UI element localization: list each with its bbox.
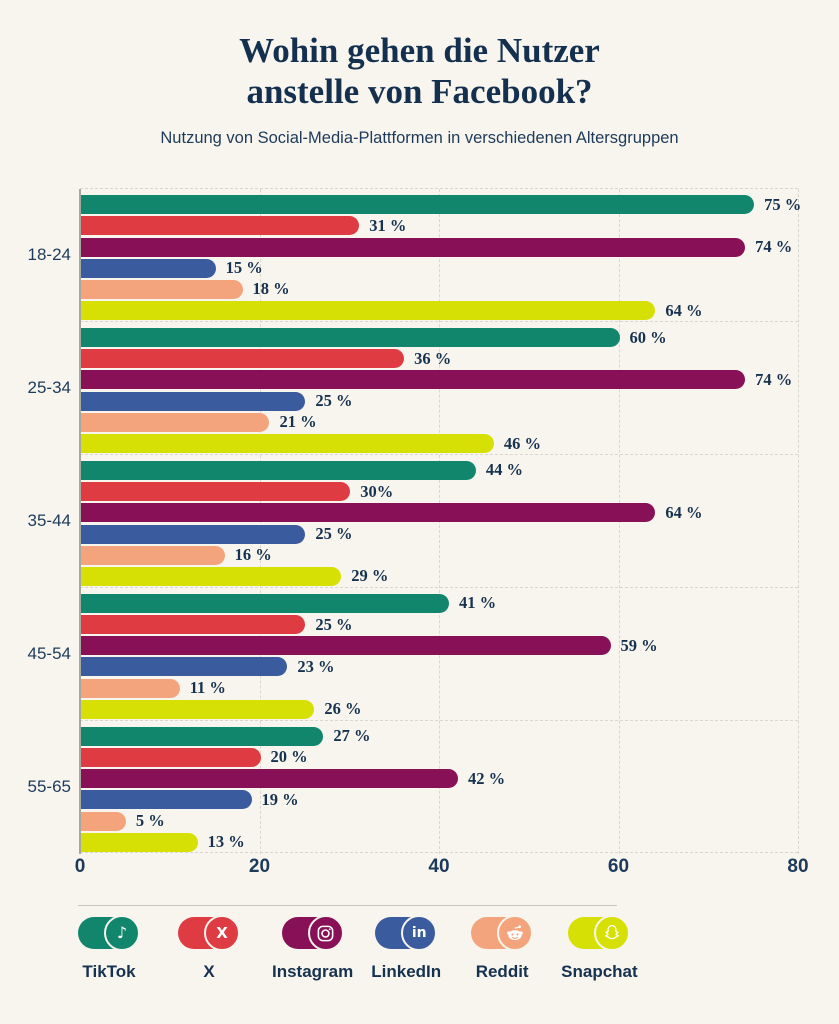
legend-item-snapchat	[561, 915, 638, 982]
bar-value-label: 15 %	[225, 258, 263, 278]
chart-subtitle: Nutzung von Social-Media-Plattformen in verschiedenen Altersgruppen	[160, 128, 679, 147]
bar-x	[81, 349, 404, 368]
reddit-icon	[471, 915, 533, 951]
bar-value-label: 25 %	[315, 614, 353, 634]
bar-reddit	[81, 679, 180, 698]
age-group-35-44	[27, 455, 798, 588]
bar-reddit	[81, 812, 126, 831]
legend-label-tiktok: TikTok	[82, 962, 136, 981]
bar-instagram	[81, 238, 745, 257]
legend-item-reddit	[471, 915, 533, 982]
bar-instagram	[81, 503, 655, 522]
bar-row-instagram-55-65	[80, 769, 798, 788]
bar-x	[81, 748, 261, 767]
bar-value-label: 75 %	[764, 194, 802, 214]
bar-reddit	[81, 413, 269, 432]
bar-row-tiktok-25-34	[80, 328, 798, 347]
legend-item-tiktok	[78, 915, 140, 982]
bar-linkedin	[81, 259, 216, 278]
category-label-25-34: 25-34	[27, 377, 71, 397]
bar-tiktok	[81, 195, 754, 214]
bar-reddit	[81, 280, 243, 299]
bar-row-x-55-65	[80, 748, 798, 767]
age-group-55-65	[27, 721, 798, 854]
bar-value-label: 21 %	[279, 412, 317, 432]
x-tick-label-40: 40	[428, 856, 450, 877]
bar-value-label: 19 %	[261, 789, 299, 809]
bar-instagram	[81, 636, 611, 655]
title-line-2: anstelle von Facebook?	[246, 72, 593, 112]
bar-row-snapchat-18-24	[80, 301, 798, 320]
age-group-25-34	[27, 322, 798, 455]
bar-value-label: 31 %	[369, 215, 407, 235]
legend-item-linkedin	[371, 915, 441, 982]
bar-value-label: 60 %	[629, 327, 667, 347]
bar-row-snapchat-45-54	[80, 700, 798, 719]
legend-label-linkedin: LinkedIn	[371, 962, 442, 981]
bar-row-instagram-45-54	[80, 636, 798, 655]
bar-snapchat	[81, 434, 494, 453]
page-title	[0, 30, 839, 113]
bar-value-label: 46 %	[503, 433, 541, 453]
bar-row-linkedin-35-44	[80, 525, 798, 544]
bar-value-label: 16 %	[234, 545, 272, 565]
bar-linkedin	[81, 392, 305, 411]
bar-value-label: 11 %	[189, 678, 226, 698]
tiktok-icon	[78, 915, 140, 951]
bar-instagram	[81, 769, 458, 788]
category-label-35-44: 35-44	[27, 510, 71, 530]
bar-row-linkedin-18-24	[80, 259, 798, 278]
bar-value-label: 26 %	[324, 699, 362, 719]
bar-row-linkedin-55-65	[80, 790, 798, 809]
legend-label-snapchat: Snapchat	[561, 962, 638, 981]
tiktok-icon: ♪	[104, 915, 140, 951]
bar-x	[81, 615, 305, 634]
legend-item-instagram	[272, 915, 353, 982]
bar-tiktok	[81, 328, 620, 347]
chart-header	[0, 0, 839, 148]
legend-label-x: X	[203, 962, 215, 981]
bar-row-snapchat-35-44	[80, 567, 798, 586]
bar-row-x-45-54	[80, 615, 798, 634]
linkedin-icon: in	[401, 915, 437, 951]
gridline-x-80	[798, 189, 799, 854]
bar-value-label: 74 %	[755, 369, 793, 389]
bar-value-label: 25 %	[315, 391, 353, 411]
bar-value-label: 64 %	[665, 300, 703, 320]
x-tick-label-20: 20	[248, 856, 271, 877]
bar-row-snapchat-25-34	[80, 434, 798, 453]
bar-value-label: 23 %	[297, 656, 335, 676]
x-tick-label-0: 0	[74, 856, 86, 877]
bar-row-instagram-18-24	[80, 238, 798, 257]
bar-linkedin	[81, 790, 252, 809]
bar-row-reddit-18-24	[80, 280, 798, 299]
bar-reddit	[81, 546, 225, 565]
category-label-45-54: 45-54	[27, 643, 71, 663]
legend-divider	[78, 905, 617, 906]
bar-snapchat	[81, 301, 655, 320]
bar-tiktok	[81, 594, 449, 613]
bar-chart-plot-area	[27, 188, 802, 854]
bar-value-label: 64 %	[665, 502, 703, 522]
bar-tiktok	[81, 461, 476, 480]
x-axis	[74, 856, 809, 880]
snapchat-icon	[594, 915, 630, 951]
bar-value-label: 29 %	[351, 566, 389, 586]
instagram-icon	[282, 915, 344, 951]
bar-x	[81, 482, 350, 501]
bar-row-instagram-25-34	[80, 370, 798, 389]
bar-row-tiktok-18-24	[80, 194, 802, 214]
bar-row-tiktok-35-44	[80, 461, 798, 480]
title-line-1: Wohin gehen die Nutzer	[239, 31, 600, 70]
bar-x	[81, 216, 359, 235]
bar-value-label: 13 %	[207, 832, 245, 852]
legend-label-reddit: Reddit	[475, 962, 529, 981]
age-group-18-24	[27, 189, 802, 322]
bar-value-label: 25 %	[315, 524, 353, 544]
bar-value-label: 74 %	[755, 237, 793, 257]
bar-row-linkedin-25-34	[80, 392, 798, 411]
bar-value-label: 41 %	[458, 593, 497, 613]
bar-value-label: 44 %	[485, 460, 524, 480]
legend-item-x	[178, 915, 240, 982]
bar-linkedin	[81, 525, 305, 544]
bar-value-label: 42 %	[467, 768, 506, 788]
bar-instagram	[81, 370, 745, 389]
bar-row-snapchat-55-65	[80, 833, 798, 852]
bar-row-tiktok-55-65	[80, 727, 798, 746]
x-tick-label-80: 80	[787, 856, 809, 877]
x-icon	[178, 915, 240, 951]
bar-tiktok	[81, 727, 323, 746]
bar-row-tiktok-45-54	[80, 594, 798, 613]
age-group-45-54	[27, 588, 798, 721]
x-tick-label-60: 60	[607, 856, 630, 877]
bar-row-x-35-44	[80, 482, 798, 501]
legend	[78, 915, 638, 982]
bar-row-reddit-55-65	[80, 812, 798, 831]
snapchat-icon	[568, 915, 630, 951]
bar-value-label: 36 %	[414, 348, 452, 368]
reddit-icon	[497, 915, 533, 951]
legend-label-instagram: Instagram	[272, 962, 354, 981]
bar-row-reddit-35-44	[80, 546, 798, 565]
category-label-18-24: 18-24	[27, 244, 71, 264]
instagram-icon	[308, 915, 344, 951]
bar-snapchat	[81, 567, 341, 586]
bar-snapchat	[81, 700, 314, 719]
bar-value-label: 59 %	[620, 635, 658, 655]
bar-row-linkedin-45-54	[80, 657, 798, 676]
linkedin-icon	[375, 915, 437, 951]
y-axis-line	[79, 189, 81, 854]
bar-row-reddit-45-54	[80, 679, 798, 698]
bar-row-x-18-24	[80, 216, 798, 235]
bar-value-label: 18 %	[252, 279, 290, 299]
bar-value-label: 27 %	[333, 726, 371, 746]
x-icon: X	[204, 915, 240, 951]
bar-linkedin	[81, 657, 287, 676]
bar-value-label: 20 %	[270, 747, 308, 767]
bar-row-reddit-25-34	[80, 413, 798, 432]
bar-row-x-25-34	[80, 349, 798, 368]
bar-snapchat	[81, 833, 198, 852]
bar-value-label: 30%	[360, 481, 394, 501]
bar-value-label: 5 %	[135, 811, 165, 830]
bar-row-instagram-35-44	[80, 503, 798, 522]
category-label-55-65: 55-65	[27, 776, 71, 796]
